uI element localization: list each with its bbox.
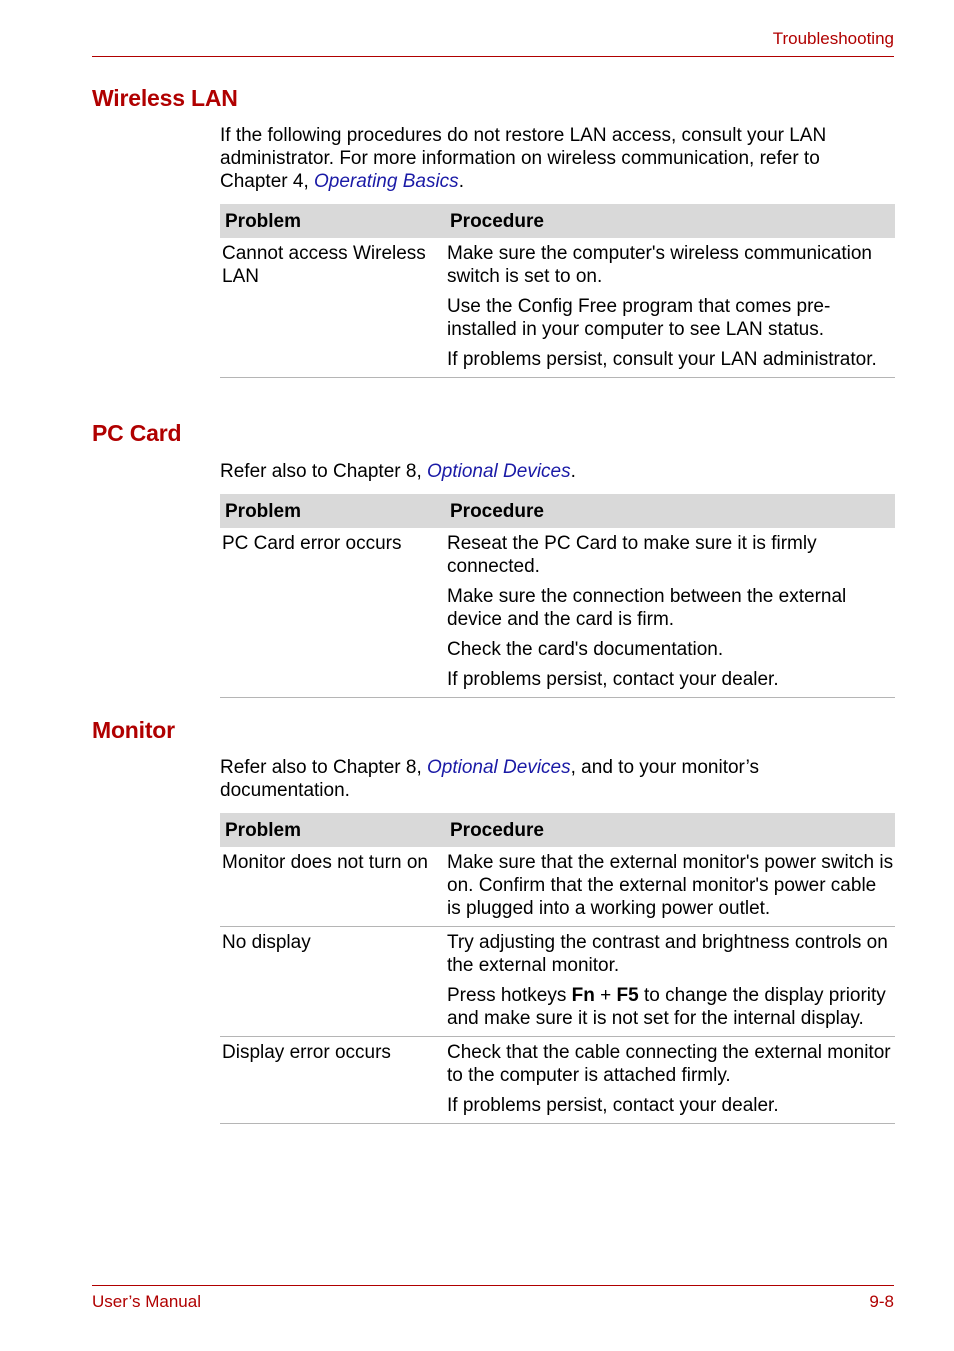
procedure-column-header: Procedure	[450, 210, 544, 232]
procedure-step: If problems persist, consult your LAN administrator.	[447, 349, 877, 370]
procedure-step: If problems persist, contact your dealer.	[447, 669, 779, 690]
running-head: Troubleshooting	[772, 29, 894, 48]
wireless-intro-text: If the following procedures do not restore LAN access, consult your LAN administrator. For more information on wireless communication, refer to Chapter 4,	[220, 125, 827, 192]
table-row	[220, 927, 895, 1037]
procedure-step: Check the card's documentation.	[447, 639, 724, 660]
procedure-column-header: Procedure	[450, 819, 544, 841]
section-heading-wireless-lan: Wireless LAN	[92, 85, 238, 111]
hotkey-pre-text: Press hotkeys	[447, 985, 572, 1006]
table-header	[220, 813, 895, 847]
problem-column-header: Problem	[225, 210, 302, 232]
pc-card-table	[220, 494, 895, 698]
monitor-intro-text: Refer also to Chapter 8,	[220, 757, 427, 778]
table-row	[220, 847, 895, 927]
fn-key-label: Fn	[571, 985, 595, 1006]
problem-column-header: Problem	[225, 819, 302, 841]
wireless-intro-end: .	[458, 171, 464, 192]
monitor-table	[220, 813, 895, 1124]
procedure-cell	[445, 851, 895, 920]
footer-rule	[92, 1285, 894, 1286]
procedure-step: Check that the cable connecting the external monitor to the computer is attached firmly.	[447, 1042, 891, 1086]
procedure-cell	[445, 532, 895, 691]
procedure-step: Try adjusting the contrast and brightness controls on the external monitor.	[447, 932, 888, 976]
procedure-step: If problems persist, contact your dealer.	[447, 1095, 779, 1116]
table-row	[220, 528, 895, 698]
table-row	[220, 1037, 895, 1124]
procedure-step: Use the Config Free program that comes pre-installed in your computer to see LAN status.	[447, 296, 831, 340]
problem-cell: Cannot access Wireless LAN	[222, 243, 426, 287]
hotkey-post-text: to change the display priority and make sure it is not set for the internal display.	[447, 985, 886, 1029]
procedure-step: Reseat the PC Card to make sure it is firmly connected.	[447, 533, 817, 577]
pccard-intro	[220, 460, 890, 483]
problem-cell: Display error occurs	[222, 1042, 391, 1063]
wireless-intro	[220, 124, 890, 193]
optional-devices-link[interactable]: Optional Devices	[427, 757, 571, 778]
hotkey-plus: +	[594, 985, 617, 1006]
f5-key-label: F5	[616, 985, 639, 1006]
procedure-step: Make sure the computer's wireless communication switch is set to on.	[447, 243, 872, 287]
pccard-intro-end: .	[570, 461, 576, 482]
procedure-step-hotkeys	[447, 984, 895, 1030]
procedure-step: Make sure that the external monitor's power switch is on. Confirm that the external monitor's power cable is plugged into a working power outlet.	[447, 852, 894, 919]
table-header	[220, 204, 895, 238]
monitor-intro-end: , and to your monitor’s documentation.	[220, 757, 759, 801]
problem-cell: PC Card error occurs	[222, 533, 402, 554]
footer-manual-title: User’s Manual	[92, 1292, 201, 1311]
pccard-intro-text: Refer also to Chapter 8,	[220, 461, 427, 482]
table-header	[220, 494, 895, 528]
problem-cell: No display	[222, 932, 311, 953]
procedure-cell	[445, 931, 895, 1030]
problem-cell: Monitor does not turn on	[222, 852, 428, 873]
section-heading-monitor: Monitor	[92, 717, 175, 743]
procedure-column-header: Procedure	[450, 500, 544, 522]
header-rule	[92, 56, 894, 57]
problem-column-header: Problem	[225, 500, 302, 522]
procedure-cell	[445, 1041, 895, 1117]
procedure-cell	[445, 242, 895, 371]
monitor-intro	[220, 756, 890, 802]
page-number: 9-8	[869, 1292, 894, 1311]
procedure-step: Make sure the connection between the external device and the card is firm.	[447, 586, 847, 630]
section-heading-pc-card: PC Card	[92, 420, 182, 446]
wireless-lan-table	[220, 204, 895, 378]
optional-devices-link[interactable]: Optional Devices	[427, 461, 571, 482]
table-row	[220, 238, 895, 378]
operating-basics-link[interactable]: Operating Basics	[314, 171, 459, 192]
